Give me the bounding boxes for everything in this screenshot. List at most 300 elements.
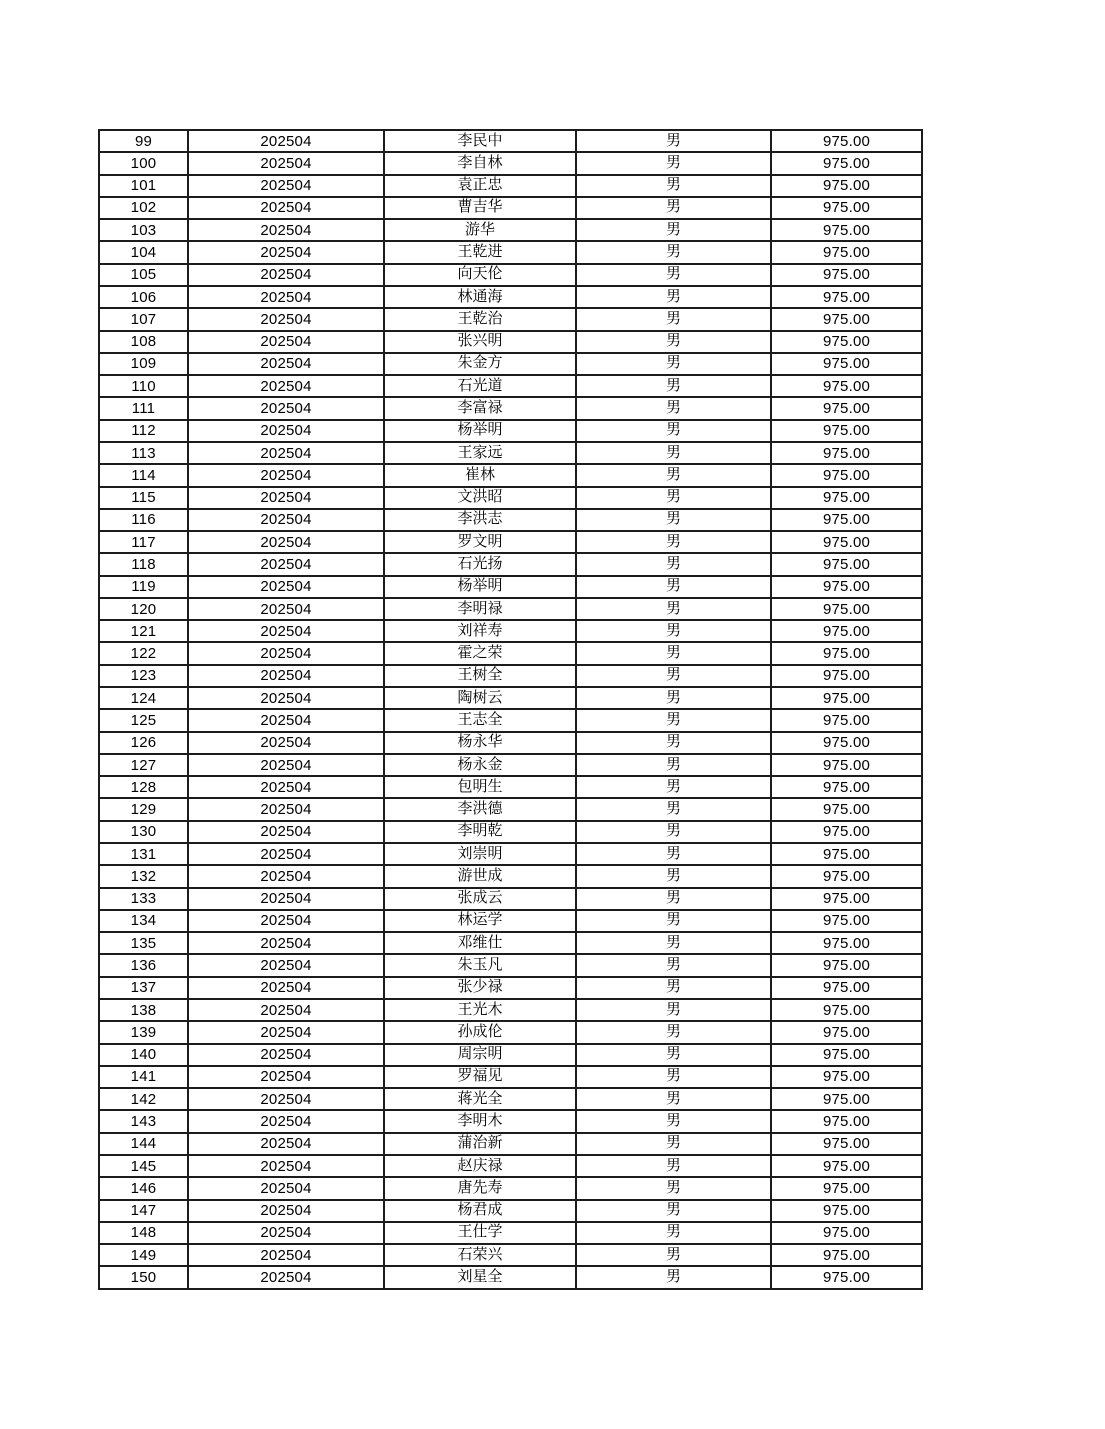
table-row	[99, 308, 922, 330]
cell-name: 曹吉华	[384, 197, 576, 219]
table-row	[99, 642, 922, 664]
table-row	[99, 264, 922, 286]
cell-name: 张成云	[384, 888, 576, 910]
cell-row-number: 102	[99, 197, 188, 219]
cell-amount: 975.00	[771, 553, 922, 575]
cell-row-number: 148	[99, 1222, 188, 1244]
cell-period: 202504	[188, 665, 384, 687]
cell-amount: 975.00	[771, 509, 922, 531]
cell-period: 202504	[188, 1155, 384, 1177]
cell-period: 202504	[188, 732, 384, 754]
cell-period: 202504	[188, 620, 384, 642]
table-row	[99, 954, 922, 976]
table-row	[99, 1066, 922, 1088]
table-row	[99, 1133, 922, 1155]
table-row	[99, 331, 922, 353]
table-row	[99, 397, 922, 419]
cell-name: 陶树云	[384, 687, 576, 709]
table-row	[99, 197, 922, 219]
cell-row-number: 115	[99, 487, 188, 509]
cell-period: 202504	[188, 776, 384, 798]
table-row	[99, 798, 922, 820]
cell-name: 蒲治新	[384, 1133, 576, 1155]
cell-row-number: 100	[99, 152, 188, 174]
cell-period: 202504	[188, 175, 384, 197]
cell-period: 202504	[188, 888, 384, 910]
cell-row-number: 124	[99, 687, 188, 709]
cell-name: 罗文明	[384, 531, 576, 553]
cell-amount: 975.00	[771, 1200, 922, 1222]
cell-name: 李洪德	[384, 798, 576, 820]
cell-amount: 975.00	[771, 1222, 922, 1244]
cell-gender: 男	[576, 130, 771, 152]
cell-period: 202504	[188, 865, 384, 887]
table-row	[99, 910, 922, 932]
cell-period: 202504	[188, 798, 384, 820]
cell-name: 李明乾	[384, 821, 576, 843]
cell-amount: 975.00	[771, 1044, 922, 1066]
cell-amount: 975.00	[771, 420, 922, 442]
table-row	[99, 241, 922, 263]
cell-amount: 975.00	[771, 1066, 922, 1088]
cell-row-number: 120	[99, 598, 188, 620]
cell-amount: 975.00	[771, 888, 922, 910]
cell-row-number: 122	[99, 642, 188, 664]
cell-row-number: 149	[99, 1244, 188, 1266]
cell-amount: 975.00	[771, 776, 922, 798]
table-row	[99, 620, 922, 642]
table-row	[99, 1110, 922, 1132]
cell-amount: 975.00	[771, 798, 922, 820]
roster-sheet	[98, 129, 921, 1290]
table-row	[99, 1021, 922, 1043]
table-row	[99, 130, 922, 152]
cell-name: 包明生	[384, 776, 576, 798]
cell-gender: 男	[576, 1266, 771, 1289]
cell-row-number: 139	[99, 1021, 188, 1043]
cell-gender: 男	[576, 687, 771, 709]
cell-gender: 男	[576, 776, 771, 798]
cell-row-number: 105	[99, 264, 188, 286]
cell-row-number: 137	[99, 977, 188, 999]
cell-gender: 男	[576, 642, 771, 664]
cell-period: 202504	[188, 1244, 384, 1266]
cell-name: 杨君成	[384, 1200, 576, 1222]
cell-amount: 975.00	[771, 576, 922, 598]
table-row	[99, 286, 922, 308]
cell-period: 202504	[188, 353, 384, 375]
cell-row-number: 109	[99, 353, 188, 375]
cell-gender: 男	[576, 665, 771, 687]
table-row	[99, 732, 922, 754]
cell-amount: 975.00	[771, 1244, 922, 1266]
cell-amount: 975.00	[771, 999, 922, 1021]
cell-period: 202504	[188, 1222, 384, 1244]
cell-gender: 男	[576, 353, 771, 375]
cell-gender: 男	[576, 1044, 771, 1066]
cell-period: 202504	[188, 442, 384, 464]
cell-name: 向天伦	[384, 264, 576, 286]
table-row	[99, 665, 922, 687]
cell-row-number: 138	[99, 999, 188, 1021]
cell-name: 刘崇明	[384, 843, 576, 865]
table-row	[99, 1177, 922, 1199]
cell-period: 202504	[188, 1133, 384, 1155]
cell-name: 王乾治	[384, 308, 576, 330]
cell-row-number: 118	[99, 553, 188, 575]
cell-period: 202504	[188, 420, 384, 442]
cell-gender: 男	[576, 308, 771, 330]
cell-name: 王乾进	[384, 241, 576, 263]
cell-gender: 男	[576, 286, 771, 308]
cell-amount: 975.00	[771, 642, 922, 664]
cell-row-number: 150	[99, 1266, 188, 1289]
cell-name: 杨永金	[384, 754, 576, 776]
table-row	[99, 821, 922, 843]
cell-period: 202504	[188, 286, 384, 308]
cell-name: 李富禄	[384, 397, 576, 419]
cell-gender: 男	[576, 999, 771, 1021]
cell-period: 202504	[188, 531, 384, 553]
cell-name: 李明禄	[384, 598, 576, 620]
cell-period: 202504	[188, 509, 384, 531]
cell-period: 202504	[188, 331, 384, 353]
table-row	[99, 375, 922, 397]
cell-period: 202504	[188, 910, 384, 932]
cell-gender: 男	[576, 1110, 771, 1132]
cell-period: 202504	[188, 1021, 384, 1043]
cell-gender: 男	[576, 397, 771, 419]
table-row	[99, 999, 922, 1021]
cell-row-number: 108	[99, 331, 188, 353]
cell-gender: 男	[576, 464, 771, 486]
table-row	[99, 1222, 922, 1244]
cell-amount: 975.00	[771, 175, 922, 197]
cell-gender: 男	[576, 954, 771, 976]
cell-period: 202504	[188, 152, 384, 174]
cell-amount: 975.00	[771, 442, 922, 464]
cell-name: 朱玉凡	[384, 954, 576, 976]
cell-row-number: 141	[99, 1066, 188, 1088]
cell-gender: 男	[576, 1177, 771, 1199]
cell-name: 周宗明	[384, 1044, 576, 1066]
cell-gender: 男	[576, 531, 771, 553]
table-row	[99, 420, 922, 442]
table-row	[99, 687, 922, 709]
cell-amount: 975.00	[771, 264, 922, 286]
cell-row-number: 119	[99, 576, 188, 598]
cell-period: 202504	[188, 219, 384, 241]
cell-name: 李民中	[384, 130, 576, 152]
cell-amount: 975.00	[771, 130, 922, 152]
cell-gender: 男	[576, 442, 771, 464]
cell-row-number: 130	[99, 821, 188, 843]
cell-row-number: 127	[99, 754, 188, 776]
cell-name: 杨永华	[384, 732, 576, 754]
cell-amount: 975.00	[771, 910, 922, 932]
cell-amount: 975.00	[771, 1266, 922, 1289]
table-row	[99, 175, 922, 197]
cell-amount: 975.00	[771, 308, 922, 330]
cell-period: 202504	[188, 264, 384, 286]
table-row	[99, 754, 922, 776]
cell-name: 杨举明	[384, 420, 576, 442]
cell-name: 唐先寿	[384, 1177, 576, 1199]
table-row	[99, 219, 922, 241]
table-row	[99, 152, 922, 174]
cell-name: 刘祥寿	[384, 620, 576, 642]
cell-period: 202504	[188, 1110, 384, 1132]
cell-gender: 男	[576, 576, 771, 598]
cell-row-number: 142	[99, 1088, 188, 1110]
cell-gender: 男	[576, 932, 771, 954]
cell-name: 王光木	[384, 999, 576, 1021]
table-row	[99, 553, 922, 575]
table-row	[99, 576, 922, 598]
cell-row-number: 99	[99, 130, 188, 152]
cell-gender: 男	[576, 709, 771, 731]
cell-name: 林通海	[384, 286, 576, 308]
cell-row-number: 107	[99, 308, 188, 330]
cell-row-number: 103	[99, 219, 188, 241]
cell-gender: 男	[576, 1021, 771, 1043]
cell-row-number: 111	[99, 397, 188, 419]
cell-period: 202504	[188, 598, 384, 620]
cell-gender: 男	[576, 1155, 771, 1177]
cell-name: 李自林	[384, 152, 576, 174]
cell-period: 202504	[188, 397, 384, 419]
cell-name: 李明木	[384, 1110, 576, 1132]
cell-amount: 975.00	[771, 1155, 922, 1177]
cell-gender: 男	[576, 754, 771, 776]
cell-gender: 男	[576, 843, 771, 865]
table-row	[99, 888, 922, 910]
table-row	[99, 464, 922, 486]
cell-gender: 男	[576, 219, 771, 241]
cell-gender: 男	[576, 331, 771, 353]
cell-period: 202504	[188, 241, 384, 263]
cell-amount: 975.00	[771, 732, 922, 754]
cell-gender: 男	[576, 977, 771, 999]
table-row	[99, 1044, 922, 1066]
cell-name: 王树全	[384, 665, 576, 687]
cell-name: 崔林	[384, 464, 576, 486]
table-row	[99, 776, 922, 798]
table-row	[99, 1155, 922, 1177]
table-row	[99, 531, 922, 553]
cell-period: 202504	[188, 1200, 384, 1222]
cell-gender: 男	[576, 375, 771, 397]
cell-row-number: 114	[99, 464, 188, 486]
cell-gender: 男	[576, 152, 771, 174]
cell-name: 石光道	[384, 375, 576, 397]
cell-gender: 男	[576, 1200, 771, 1222]
cell-name: 游世成	[384, 865, 576, 887]
cell-name: 蒋光全	[384, 1088, 576, 1110]
cell-gender: 男	[576, 1088, 771, 1110]
cell-period: 202504	[188, 1088, 384, 1110]
cell-row-number: 136	[99, 954, 188, 976]
cell-gender: 男	[576, 865, 771, 887]
cell-gender: 男	[576, 732, 771, 754]
cell-period: 202504	[188, 843, 384, 865]
cell-amount: 975.00	[771, 1110, 922, 1132]
cell-row-number: 146	[99, 1177, 188, 1199]
cell-amount: 975.00	[771, 932, 922, 954]
table-row	[99, 487, 922, 509]
cell-period: 202504	[188, 954, 384, 976]
cell-name: 张兴明	[384, 331, 576, 353]
cell-amount: 975.00	[771, 754, 922, 776]
cell-amount: 975.00	[771, 620, 922, 642]
cell-gender: 男	[576, 197, 771, 219]
cell-period: 202504	[188, 308, 384, 330]
cell-row-number: 132	[99, 865, 188, 887]
cell-period: 202504	[188, 576, 384, 598]
cell-amount: 975.00	[771, 865, 922, 887]
cell-row-number: 116	[99, 509, 188, 531]
cell-amount: 975.00	[771, 1177, 922, 1199]
cell-row-number: 128	[99, 776, 188, 798]
table-row	[99, 977, 922, 999]
cell-row-number: 106	[99, 286, 188, 308]
cell-gender: 男	[576, 620, 771, 642]
cell-row-number: 133	[99, 888, 188, 910]
cell-amount: 975.00	[771, 353, 922, 375]
cell-period: 202504	[188, 130, 384, 152]
cell-name: 霍之荣	[384, 642, 576, 664]
cell-name: 张少禄	[384, 977, 576, 999]
cell-row-number: 129	[99, 798, 188, 820]
cell-amount: 975.00	[771, 241, 922, 263]
cell-amount: 975.00	[771, 977, 922, 999]
table-row	[99, 1266, 922, 1289]
cell-period: 202504	[188, 1266, 384, 1289]
cell-period: 202504	[188, 1177, 384, 1199]
cell-amount: 975.00	[771, 286, 922, 308]
cell-gender: 男	[576, 598, 771, 620]
cell-name: 王志全	[384, 709, 576, 731]
cell-gender: 男	[576, 509, 771, 531]
cell-name: 石光扬	[384, 553, 576, 575]
cell-gender: 男	[576, 420, 771, 442]
cell-row-number: 101	[99, 175, 188, 197]
cell-row-number: 125	[99, 709, 188, 731]
cell-gender: 男	[576, 1133, 771, 1155]
cell-amount: 975.00	[771, 843, 922, 865]
cell-period: 202504	[188, 464, 384, 486]
cell-period: 202504	[188, 487, 384, 509]
cell-name: 刘星全	[384, 1266, 576, 1289]
cell-name: 王仕学	[384, 1222, 576, 1244]
cell-row-number: 113	[99, 442, 188, 464]
cell-period: 202504	[188, 197, 384, 219]
cell-row-number: 110	[99, 375, 188, 397]
cell-row-number: 112	[99, 420, 188, 442]
cell-gender: 男	[576, 1222, 771, 1244]
cell-period: 202504	[188, 932, 384, 954]
cell-gender: 男	[576, 1244, 771, 1266]
cell-period: 202504	[188, 1066, 384, 1088]
cell-row-number: 104	[99, 241, 188, 263]
cell-gender: 男	[576, 821, 771, 843]
cell-amount: 975.00	[771, 487, 922, 509]
cell-row-number: 134	[99, 910, 188, 932]
cell-period: 202504	[188, 1044, 384, 1066]
table-row	[99, 932, 922, 954]
cell-name: 罗福见	[384, 1066, 576, 1088]
cell-row-number: 131	[99, 843, 188, 865]
cell-amount: 975.00	[771, 331, 922, 353]
cell-amount: 975.00	[771, 598, 922, 620]
cell-name: 李洪志	[384, 509, 576, 531]
cell-period: 202504	[188, 977, 384, 999]
cell-name: 游华	[384, 219, 576, 241]
cell-name: 文洪昭	[384, 487, 576, 509]
cell-row-number: 123	[99, 665, 188, 687]
cell-period: 202504	[188, 687, 384, 709]
roster-table	[98, 129, 923, 1290]
table-row	[99, 843, 922, 865]
cell-name: 杨举明	[384, 576, 576, 598]
cell-period: 202504	[188, 821, 384, 843]
cell-amount: 975.00	[771, 709, 922, 731]
cell-amount: 975.00	[771, 464, 922, 486]
table-row	[99, 1244, 922, 1266]
cell-amount: 975.00	[771, 1088, 922, 1110]
cell-name: 石荣兴	[384, 1244, 576, 1266]
cell-amount: 975.00	[771, 375, 922, 397]
table-row	[99, 598, 922, 620]
table-row	[99, 1200, 922, 1222]
cell-period: 202504	[188, 754, 384, 776]
cell-row-number: 140	[99, 1044, 188, 1066]
cell-gender: 男	[576, 175, 771, 197]
cell-row-number: 145	[99, 1155, 188, 1177]
cell-name: 赵庆禄	[384, 1155, 576, 1177]
cell-row-number: 147	[99, 1200, 188, 1222]
cell-row-number: 135	[99, 932, 188, 954]
cell-amount: 975.00	[771, 1133, 922, 1155]
roster-table-body	[99, 130, 922, 1289]
cell-period: 202504	[188, 553, 384, 575]
cell-gender: 男	[576, 241, 771, 263]
cell-gender: 男	[576, 264, 771, 286]
cell-gender: 男	[576, 1066, 771, 1088]
cell-period: 202504	[188, 642, 384, 664]
cell-amount: 975.00	[771, 531, 922, 553]
cell-gender: 男	[576, 487, 771, 509]
cell-amount: 975.00	[771, 665, 922, 687]
table-row	[99, 442, 922, 464]
cell-name: 朱金方	[384, 353, 576, 375]
cell-gender: 男	[576, 910, 771, 932]
cell-amount: 975.00	[771, 397, 922, 419]
cell-gender: 男	[576, 798, 771, 820]
cell-period: 202504	[188, 999, 384, 1021]
cell-amount: 975.00	[771, 687, 922, 709]
cell-gender: 男	[576, 553, 771, 575]
cell-row-number: 144	[99, 1133, 188, 1155]
table-row	[99, 353, 922, 375]
table-row	[99, 709, 922, 731]
cell-amount: 975.00	[771, 152, 922, 174]
cell-row-number: 143	[99, 1110, 188, 1132]
cell-name: 袁正忠	[384, 175, 576, 197]
cell-amount: 975.00	[771, 219, 922, 241]
cell-row-number: 117	[99, 531, 188, 553]
table-row	[99, 509, 922, 531]
